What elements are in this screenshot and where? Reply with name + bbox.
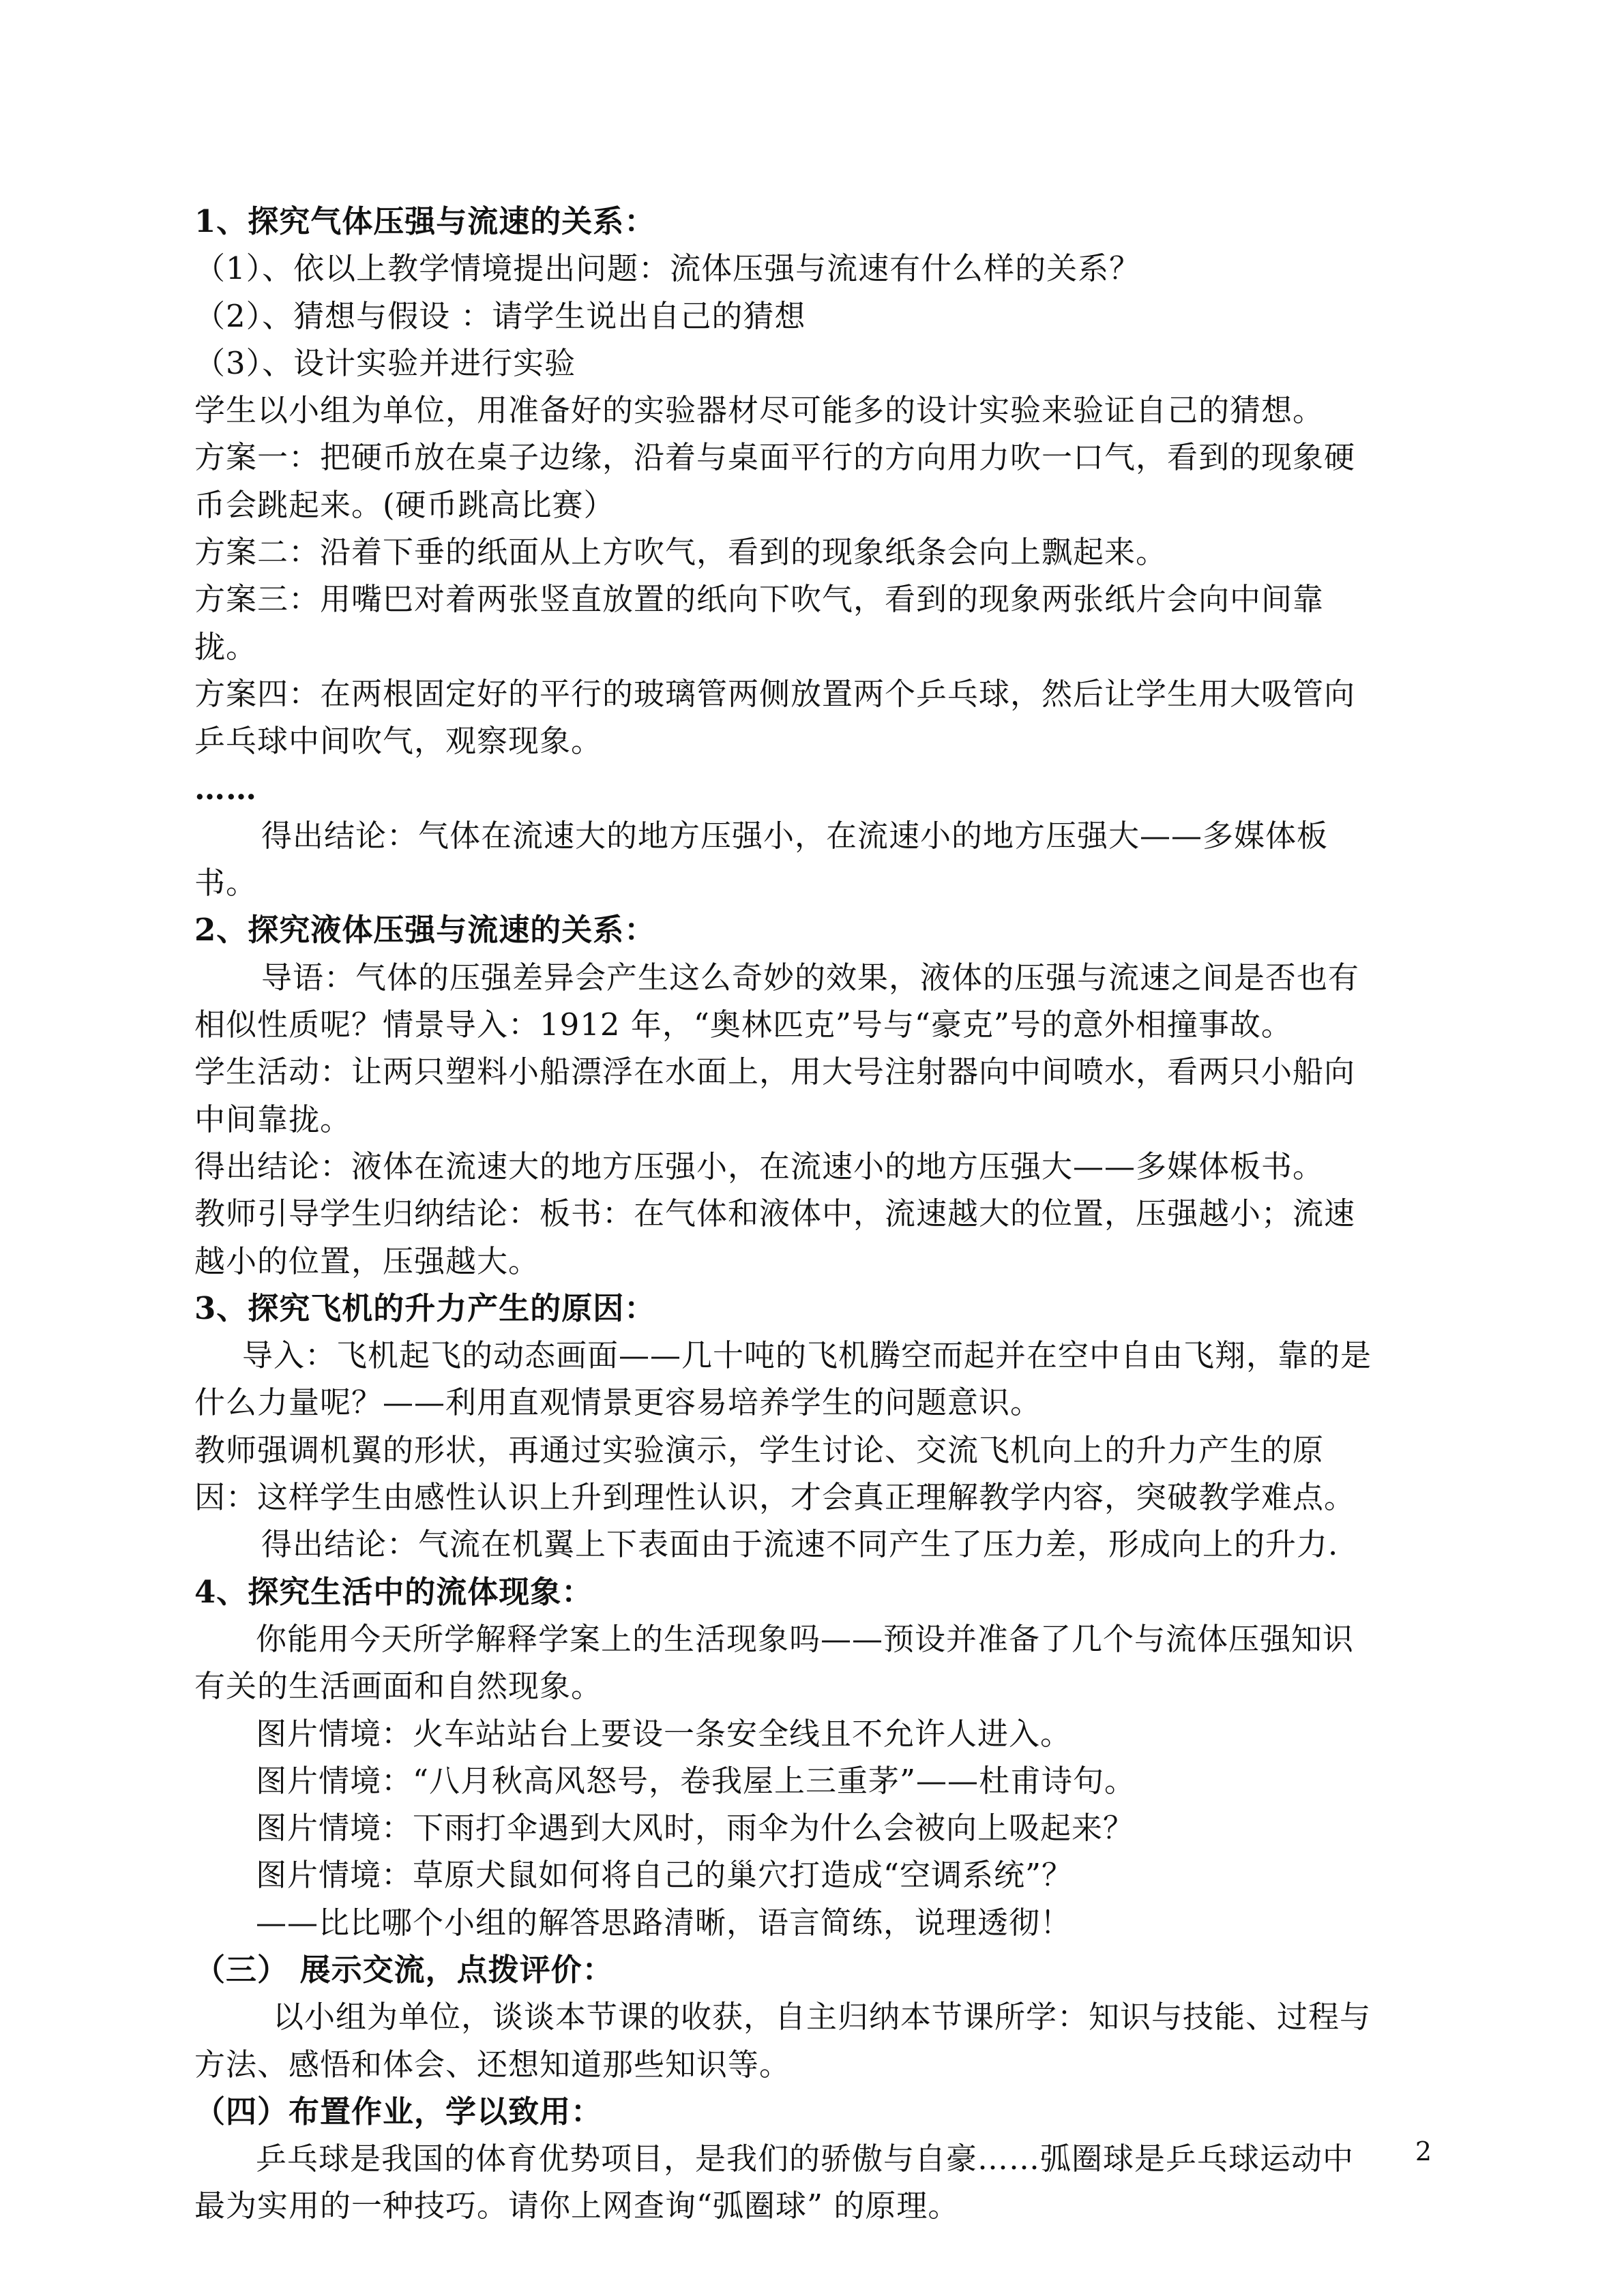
text-line: 导入：飞机起飞的动态画面——几十吨的飞机腾空而起并在空中自由飞翔，靠的是: [242, 1337, 1372, 1374]
text-line: 什么力量呢？——利用直观情景更容易培养学生的问题意识。: [194, 1384, 1042, 1421]
text-line: 拢。: [194, 628, 258, 665]
text-line: 中间靠拢。: [194, 1101, 352, 1137]
text-line: 得出结论：气体在流速大的地方压强小，在流速小的地方压强大——多媒体板: [261, 817, 1329, 854]
text-line: 图片情境：“八月秋高风怒号，卷我屋上三重茅”——杜甫诗句。: [256, 1762, 1136, 1799]
text-line: （3）、设计实验并进行实验: [194, 344, 576, 381]
text-line: 有关的生活画面和自然现象。: [194, 1668, 603, 1705]
text-line: 最为实用的一种技巧。请你上网查询“弧圈球” 的原理。: [194, 2188, 960, 2224]
text-line: 相似性质呢？情景导入：1912 年，“奥林匹克”号与“豪克”号的意外相撞事故。: [194, 1007, 1293, 1043]
text-line: 学生以小组为单位，用准备好的实验器材尽可能多的设计实验来验证自己的猜想。: [194, 392, 1325, 429]
text-line: 学生活动：让两只塑料小船漂浮在水面上，用大号注射器向中间喷水，看两只小船向: [194, 1054, 1356, 1090]
text-line: 方案二：沿着下垂的纸面从上方吹气，看到的现象纸条会向上飘起来。: [194, 534, 1168, 571]
text-line: 书。: [194, 865, 258, 901]
text-line: 以小组为单位，谈谈本节课的收获，自主归纳本节课所学：知识与技能、过程与: [273, 1999, 1372, 2036]
section-heading: 4、探究生活中的流体现象：: [194, 1573, 593, 1610]
text-line: ——比比哪个小组的解答思路清晰，语言简练，说理透彻！: [256, 1904, 1072, 1941]
text-line: （2）、猜想与假设 ：请学生说出自己的猜想: [194, 297, 806, 334]
text-line: 币会跳起来。(硬币跳高比赛）: [194, 486, 615, 523]
text-line: 得出结论：液体在流速大的地方压强小，在流速小的地方压强大——多媒体板书。: [194, 1148, 1325, 1184]
text-line: 方案四：在两根固定好的平行的玻璃管两侧放置两个乒乓球，然后让学生用大吸管向: [194, 675, 1356, 712]
text-line: 导语：气体的压强差异会产生这么奇妙的效果，液体的压强与流速之间是否也有: [261, 959, 1360, 996]
text-line: 因：这样学生由感性认识上升到理性认识，才会真正理解教学内容，突破教学难点。: [194, 1479, 1356, 1516]
text-line: 教师强调机翼的形状，再通过实验演示，学生讨论、交流飞机向上的升力产生的原: [194, 1431, 1325, 1468]
section-heading: （四）布置作业，学以致用：: [194, 2093, 603, 2130]
text-line: 图片情境：下雨打伞遇到大风时，雨伞为什么会被向上吸起来？: [256, 1810, 1135, 1847]
section-heading: （三） 展示交流，点拨评价：: [194, 1951, 614, 1988]
document-body: [194, 198, 1436, 2230]
text-line: 方案三：用嘴巴对着两张竖直放置的纸向下吹气，看到的现象两张纸片会向中间靠: [194, 581, 1325, 618]
section-heading: 3、探究飞机的升力产生的原因：: [194, 1289, 656, 1326]
text-line: 越小的位置，压强越大。: [194, 1242, 540, 1279]
text-line: 乒乓球是我国的体育优势项目，是我们的骄傲与自豪……弧圈球是乒乓球运动中: [256, 2141, 1355, 2177]
text-line: 方案一：把硬币放在桌子边缘，沿着与桌面平行的方向用力吹一口气，看到的现象硬: [194, 439, 1356, 476]
page-number: 2: [1415, 2136, 1432, 2166]
section-heading: 1、探究气体压强与流速的关系：: [194, 203, 656, 239]
section-heading: ……: [194, 770, 257, 807]
text-line: 图片情境：草原犬鼠如何将自己的巢穴打造成“空调系统”？: [256, 1857, 1074, 1894]
text-line: 你能用今天所学解释学案上的生活现象吗——预设并准备了几个与流体压强知识: [256, 1620, 1355, 1657]
text-line: 方法、感悟和体会、还想知道那些知识等。: [194, 2046, 791, 2083]
text-line: （1）、依以上教学情境提出问题：流体压强与流速有什么样的关系？: [194, 250, 1141, 287]
section-heading: 2、探究液体压强与流速的关系：: [194, 912, 656, 949]
text-line: 图片情境：火车站站台上要设一条安全线且不允许人进入。: [256, 1715, 1072, 1752]
text-line: 得出结论：气流在机翼上下表面由于流速不同产生了压力差，形成向上的升力.: [261, 1526, 1339, 1563]
text-line: 教师引导学生归纳结论：板书：在气体和液体中，流速越大的位置，压强越小；流速: [194, 1195, 1356, 1232]
text-line: 乒乓球中间吹气，观察现象。: [194, 723, 603, 760]
